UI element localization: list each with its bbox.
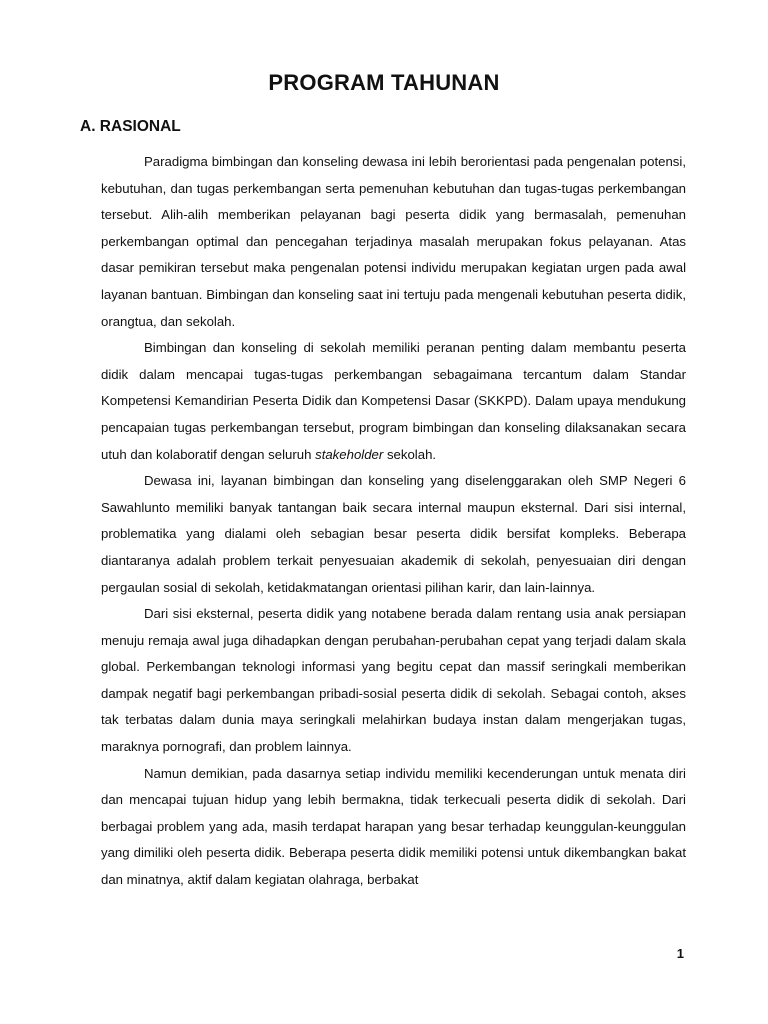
paragraph-4: Dari sisi eksternal, peserta didik yang notabene berada dalam rentang usia anak persiapan menuju remaja awal juga dihadapkan dengan perubahan-perubahan cepat yang terjadi dalam skala global. Perkembangan teknologi informasi yang begitu cepat dan massif seringkali memberikan dampak negatif bagi perkembangan pribadi-sosial peserta didik di sekolah. Sebagai contoh, akses tak terbatas dalam dunia maya seringkali melahirkan budaya instan dalam mengerjakan tugas, maraknya pornografi, dan problem lainnya.	[101, 606, 686, 755]
paragraph-3: Dewasa ini, layanan bimbingan dan konseling yang diselenggarakan oleh SMP Negeri 6 Sawahlunto memiliki banyak tantangan baik secara internal maupun eksternal. Dari sisi internal, problematika yang dialami oleh sebagian besar peserta didik bersifat kompleks. Beberapa diantaranya adalah problem terkait penyesuaian akademik di sekolah, penyesuaian diri dengan pergaulan sosial di sekolah, ketidakmatangan orientasi pilihan karir, dan lain-lainnya.	[101, 473, 686, 595]
body-text	[101, 149, 686, 894]
paragraph-2	[101, 335, 686, 468]
paragraph-1: Paradigma bimbingan dan konseling dewasa ini lebih berorientasi pada pengenalan potensi, kebutuhan, dan tugas perkembangan serta pemenuhan kebutuhan dan tugas-tugas perkembangan tersebut. Alih-alih memberikan pelayanan bagi peserta didik yang bermasalah, pemenuhan perkembangan optimal dan pencegahan terjadinya masalah merupakan fokus pelayanan. Atas dasar pemikiran tersebut maka pengenalan potensi individu merupakan kegiatan urgen pada awal layanan bantuan. Bimbingan dan konseling saat ini tertuju pada mengenali kebutuhan peserta didik, orangtua, dan sekolah.	[101, 154, 686, 329]
page-title: PROGRAM TAHUNAN	[268, 70, 500, 95]
page-number: 1	[676, 946, 684, 961]
paragraph-5: Namun demikian, pada dasarnya setiap individu memiliki kecenderungan untuk menata diri dan mencapai tujuan hidup yang lebih bermakna, tidak terkecuali peserta didik di sekolah. Dari berbagai problem yang ada, masih terdapat harapan yang besar terhadap keunggulan-keunggulan yang dimiliki oleh peserta didik. Beberapa peserta didik memiliki potensi untuk dikembangkan bakat dan minatnya, aktif dalam kegiatan olahraga, berbakat	[101, 765, 686, 888]
paragraph-2-emphasis: stakeholder	[315, 446, 384, 462]
paragraph-2-text-after: sekolah.	[383, 446, 437, 462]
paragraph-2-text-before: Bimbingan dan konseling di sekolah memiliki peranan penting dalam membantu peserta didik dalam mencapai tugas-tugas perkembangan sebagaimana tercantum dalam Standar Kompetensi Kemandirian Peserta Didik dan Kompetensi Dasar (SKKPD). Dalam upaya mendukung pencapaian tugas perkembangan tersebut, program bimbingan dan konseling dilaksanakan secara utuh dan kolaboratif dengan seluruh	[101, 340, 686, 462]
section-heading: A. RASIONAL	[80, 118, 181, 135]
